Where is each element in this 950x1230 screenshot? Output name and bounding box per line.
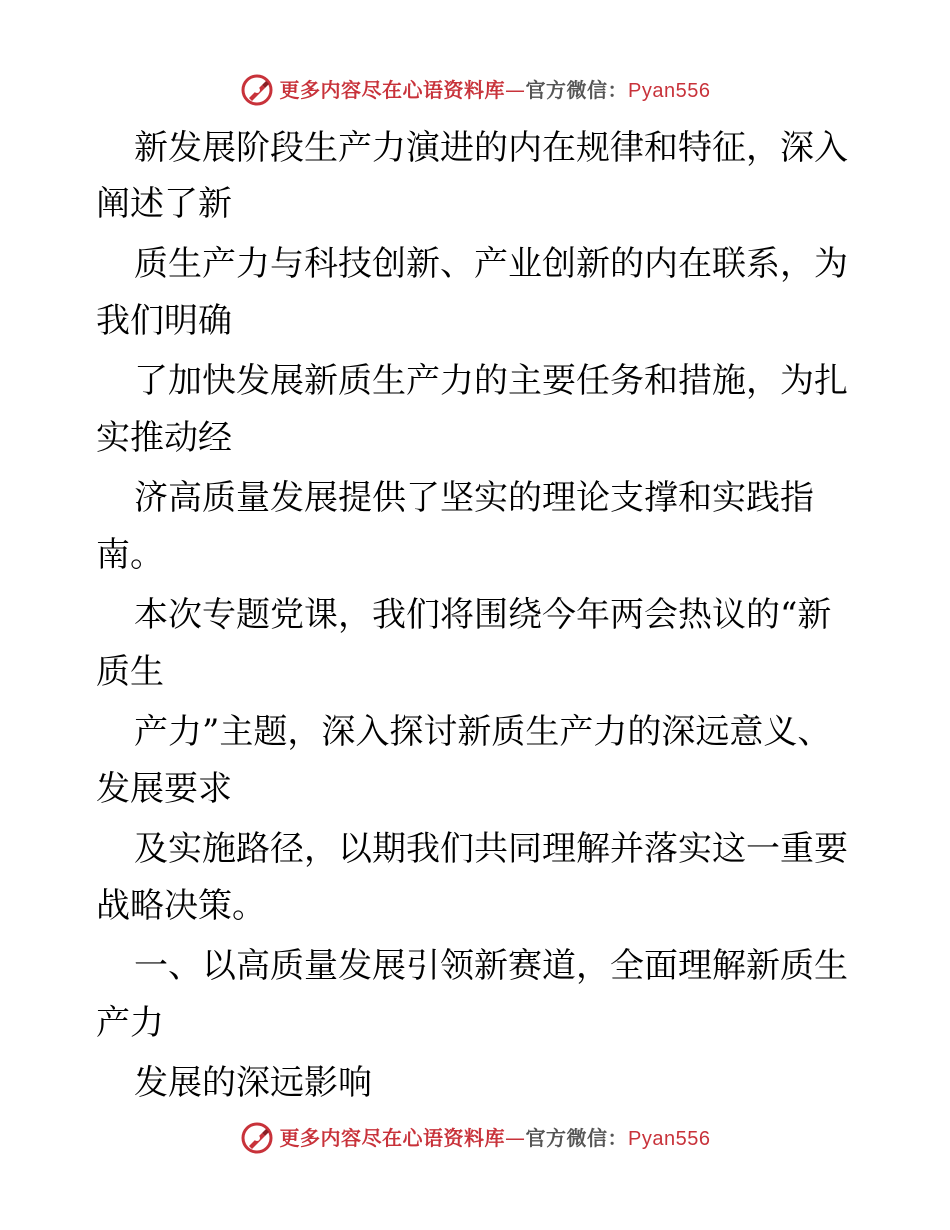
text-line: 产力”主题，深入探讨新质生产力的深远意义、 (134, 712, 832, 752)
section-heading-line: 一、以高质量发展引领新赛道，全面理解新质生 (134, 946, 848, 986)
watermark-wechat-label: 官方微信 (525, 1125, 608, 1150)
text-line: 质生产力与科技创新、产业创新的内在联系，为 (134, 244, 848, 284)
watermark-wechat-label: 官方微信 (525, 77, 608, 102)
watermark-wechat-id: Pyan556 (628, 1127, 711, 1150)
pen-circle-logo-icon (240, 73, 274, 107)
watermark-colon: ： (607, 1125, 629, 1150)
header-watermark (0, 70, 950, 110)
text-line: 济高质量发展提供了坚实的理论支撑和实践指 (134, 478, 814, 518)
watermark-dash: — (505, 77, 526, 102)
watermark-text (279, 1125, 711, 1150)
watermark-wechat-id: Pyan556 (628, 79, 711, 102)
text-line: 实推动经 (96, 418, 232, 458)
watermark-text (279, 77, 711, 102)
text-line: 及实施路径，以期我们共同理解并落实这一重要 (134, 829, 848, 869)
pen-circle-logo-icon (240, 1121, 274, 1155)
text-line: 阐述了新 (96, 184, 232, 224)
text-line: 我们明确 (96, 301, 232, 341)
footer-watermark (0, 1118, 950, 1158)
section-heading-line: 产力 (96, 1003, 164, 1043)
text-line: 战略决策。 (96, 886, 266, 926)
section-heading-line: 发展的深远影响 (134, 1063, 372, 1103)
watermark-dash: — (505, 1125, 526, 1150)
watermark-site-name: 更多内容尽在心语资料库 (279, 77, 506, 102)
text-line: 了加快发展新质生产力的主要任务和措施，为扎 (134, 361, 848, 401)
watermark-colon: ： (607, 77, 629, 102)
text-line: 南。 (96, 535, 164, 575)
watermark-site-name: 更多内容尽在心语资料库 (279, 1125, 506, 1150)
text-line: 本次专题党课，我们将围绕今年两会热议的“新 (134, 595, 832, 635)
text-line: 发展要求 (96, 769, 232, 809)
text-line: 质生 (96, 652, 164, 692)
text-line: 新发展阶段生产力演进的内在规律和特征，深入 (134, 128, 848, 168)
